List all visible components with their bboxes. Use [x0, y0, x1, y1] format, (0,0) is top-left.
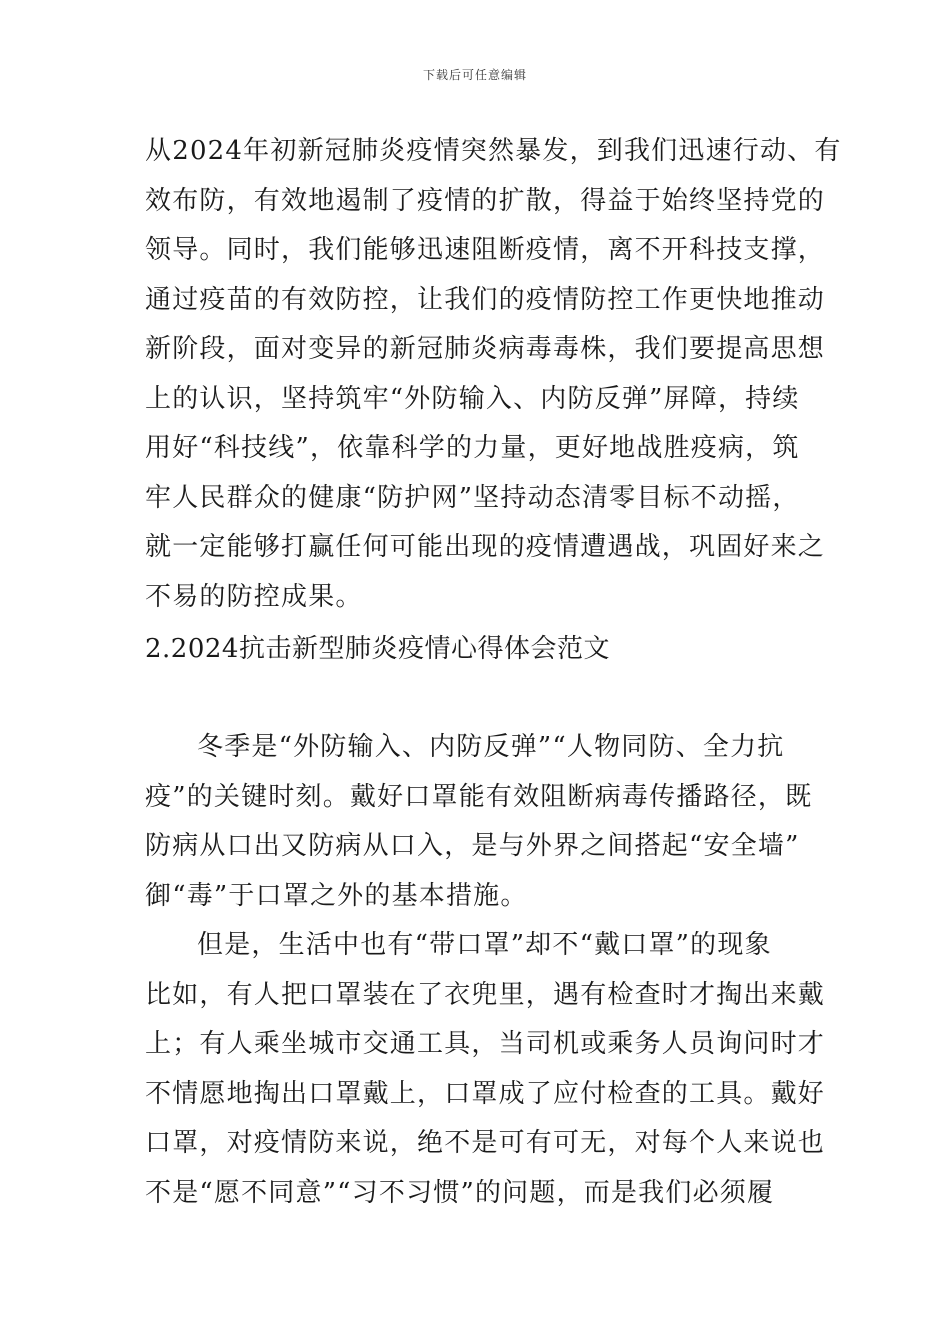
paragraph-line: 用好“科技线”，依靠科学的力量，更好地战胜疫病，筑	[145, 433, 800, 463]
paragraph-line: 效布防，有效地遏制了疫情的扩散，得益于始终坚持党的	[145, 185, 826, 216]
paragraph-line: 不情愿地掏出口罩戴上，口罩成了应付检查的工具。戴好	[145, 1078, 826, 1109]
paragraph-line: 冬季是“外防输入、内防反弹”“人物同防、全力抗	[197, 732, 785, 762]
paragraph-line: 上；有人乘坐城市交通工具，当司机或乘务人员询问时才	[145, 1029, 826, 1059]
paragraph-line: 牢人民群众的健康“防护网”坚持动态清零目标不动摇，	[145, 482, 800, 513]
paragraph-line: 不是“愿不同意”“习不习惯”的问题，而是我们必须履	[145, 1177, 775, 1208]
paragraph-line: 就一定能够打赢任何可能出现的疫情遭遇战，巩固好来之	[145, 532, 826, 562]
paragraph-line: 口罩，对疫情防来说，绝不是可有可无，对每个人来说也	[145, 1128, 826, 1158]
paragraph-line: 但是，生活中也有“带口罩”却不“戴口罩”的现象	[197, 930, 772, 960]
paragraph-2	[145, 723, 813, 921]
paragraph-line: 从2024年初新冠肺炎疫情突然暴发，到我们迅速行动、有	[145, 136, 842, 166]
paragraph-line: 御“毒”于口罩之外的基本措施。	[145, 880, 528, 911]
header-note: 下载后可任意编辑	[422, 68, 527, 82]
section-heading: 2.2024抗击新型肺炎疫情心得体会范文	[145, 634, 610, 664]
paragraph-line: 领导。同时，我们能够迅速阻断疫情，离不开科技支撑，	[145, 235, 826, 265]
paragraph-line: 比如，有人把口罩装在了衣兜里，遇有检查时才掏出来戴	[145, 979, 826, 1010]
paragraph-line: 防病从口出又防病从口入，是与外界之间搭起“安全墙”	[145, 831, 800, 861]
paragraph-1	[145, 127, 842, 622]
paragraph-line: 上的认识，坚持筑牢“外防输入、内防反弹”屏障，持续	[145, 383, 800, 414]
paragraph-line: 新阶段，面对变异的新冠肺炎病毒毒株，我们要提高思想	[145, 334, 826, 364]
paragraph-3	[145, 921, 826, 1218]
paragraph-line: 通过疫苗的有效防控，让我们的疫情防控工作更快地推动	[145, 284, 826, 315]
paragraph-line: 疫”的关键时刻。戴好口罩能有效阻断病毒传播路径，既	[145, 781, 813, 812]
paragraph-line: 不易的防控成果。	[145, 581, 363, 612]
